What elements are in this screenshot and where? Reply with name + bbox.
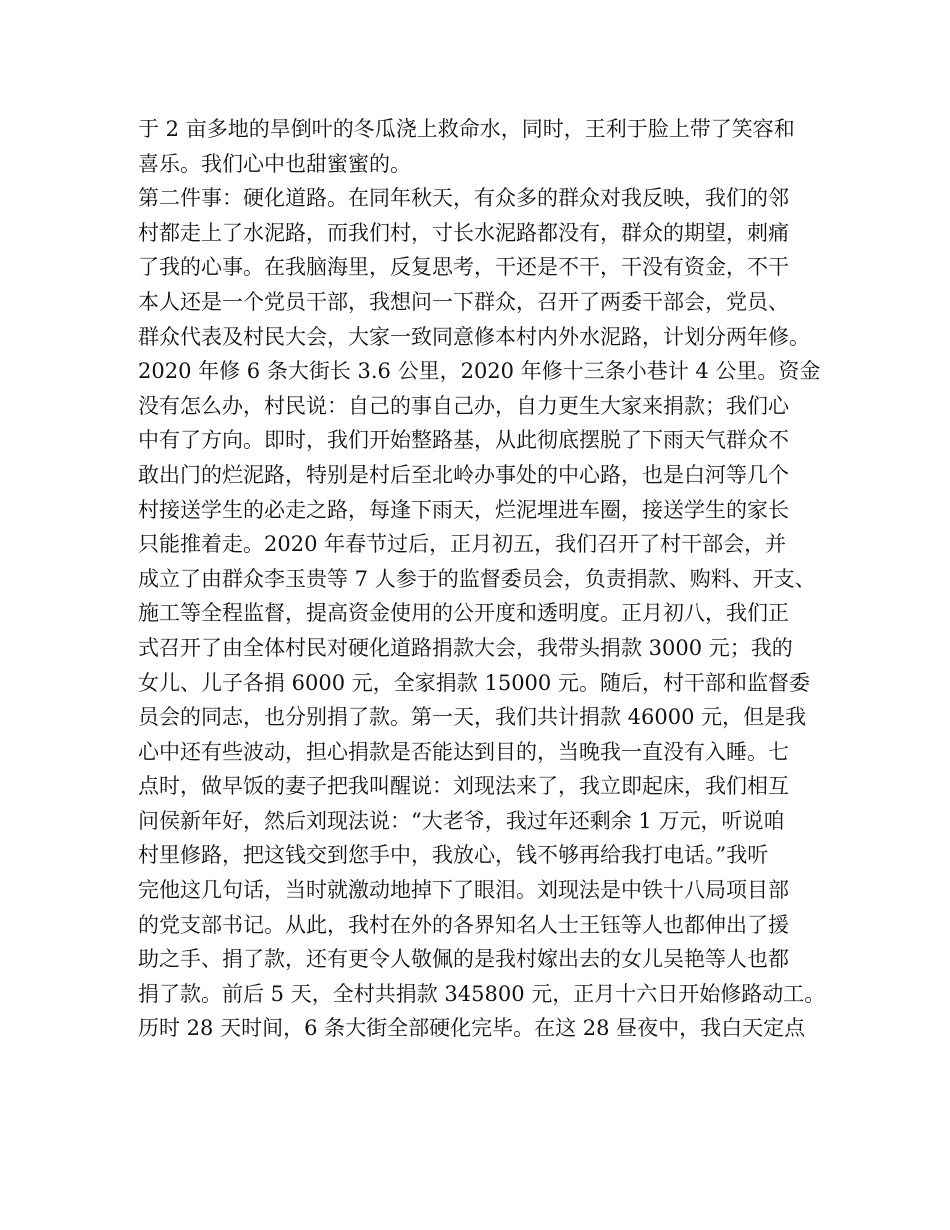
text-line: 点时，做早饭的妻子把我叫醒说：刘现法来了，我立即起床，我们相互 (138, 774, 789, 799)
text-line: 问侯新年好，然后刘现法说：“大老爷，我过年还剩余 1 万元，听说咱 (138, 808, 785, 833)
text-line: 成立了由群众李玉贵等 7 人参于的监督委员会，负责捐款、购料、开支、 (138, 566, 816, 591)
text-line: 只能推着走。2020 年春节过后，正月初五，我们召开了村干部会，并 (138, 532, 787, 557)
text-line: 中有了方向。即时，我们开始整路基，从此彻底摆脱了下雨天气群众不 (138, 428, 789, 453)
text-line: 历时 28 天时间，6 条大街全部硬化完毕。在这 28 昼夜中，我白天定点 (138, 1016, 806, 1041)
text-line: 助之手、捐了款，还有更令人敬佩的是我村嫁出去的女儿吴艳等人也都 (138, 947, 789, 972)
text-line: 没有怎么办，村民说：自己的事自己办，自力更生大家来捐款；我们心 (138, 393, 789, 418)
text-line: 敢出门的烂泥路，特别是村后至北岭办事处的中心路，也是白河等几个 (138, 462, 789, 487)
text-line: 完他这几句话，当时就激动地掉下了眼泪。刘现法是中铁十八局项目部 (138, 878, 789, 903)
body-text (138, 112, 826, 1046)
text-line: 于 2 亩多地的旱倒叶的冬瓜浇上救命水，同时，王利于脸上带了笑容和 (138, 117, 795, 141)
text-line: 捐了款。前后 5 天，全村共捐款 345800 元，正月十六日开始修路动工。 (138, 981, 826, 1006)
text-line: 喜乐。我们心中也甜蜜蜜的。 (138, 151, 411, 176)
text-line: 村里修路，把这钱交到您手中，我放心，钱不够再给我打电话。”我听 (138, 843, 769, 868)
text-line: 了我的心事。在我脑海里，反复思考，干还是不干，干没有资金，不干 (138, 255, 789, 280)
text-line: 2020 年修 6 条大街长 3.6 公里，2020 年修十三条小巷计 4 公里。资金 (138, 359, 821, 384)
text-line: 村都走上了水泥路，而我们村，寸长水泥路都没有，群众的期望，刺痛 (138, 220, 789, 245)
text-line: 员会的同志，也分别捐了款。第一天，我们共计捐款 46000 元，但是我 (138, 705, 807, 730)
text-line: 村接送学生的必走之路，每逢下雨天，烂泥埋进车圈，接送学生的家长 (138, 497, 789, 522)
text-line: 本人还是一个党员干部，我想问一下群众，召开了两委干部会，党员、 (138, 289, 789, 314)
text-line: 第二件事：硬化道路。在同年秋天，有众多的群众对我反映，我们的邻 (138, 186, 789, 211)
text-line: 女儿、儿子各捐 6000 元，全家捐款 15000 元。随后，村干部和监督委 (138, 670, 810, 695)
text-line: 群众代表及村民大会，大家一致同意修本村内外水泥路，计划分两年修。 (138, 324, 810, 349)
text-line: 式召开了由全体村民对硬化道路捐款大会，我带头捐款 3000 元；我的 (138, 635, 793, 660)
text-line: 的党支部书记。从此，我村在外的各界知名人士王钰等人也都伸出了援 (138, 912, 789, 937)
text-line: 心中还有些波动，担心捐款是否能达到目的，当晚我一直没有入睡。七 (138, 739, 789, 764)
text-line: 施工等全程监督，提高资金使用的公开度和透明度。正月初八，我们正 (138, 601, 789, 626)
